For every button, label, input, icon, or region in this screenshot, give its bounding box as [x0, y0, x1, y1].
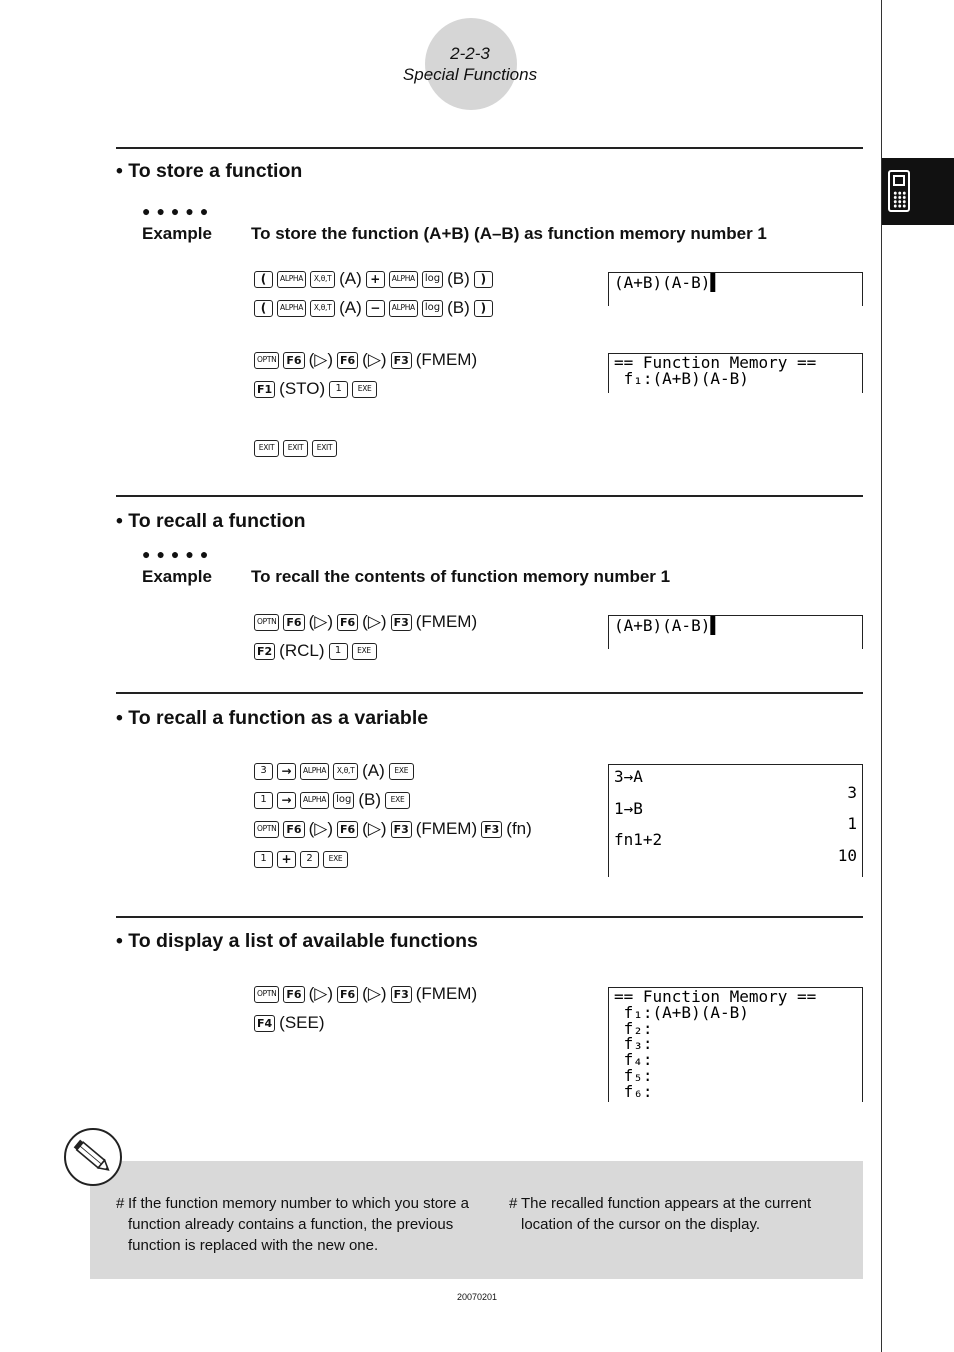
key-exe: EXE — [352, 643, 377, 660]
key-optn: OPTN — [254, 352, 279, 369]
key-1: 1 — [329, 643, 348, 660]
footer-code: 20070201 — [456, 1292, 498, 1302]
calculator-icon — [888, 170, 910, 212]
screen-line: f₆: — [614, 1081, 653, 1101]
key-2: 2 — [300, 851, 319, 868]
key-f6: F6 — [337, 821, 358, 838]
key-label: (B) — [358, 790, 382, 809]
section-title-list: • To display a list of available functions — [116, 930, 478, 952]
key-label: (▷) — [308, 819, 333, 838]
key-exit: EXIT — [312, 440, 337, 457]
key-label: (FMEM) — [415, 350, 478, 369]
example-text: To store the function (A+B) (A–B) as function memory number 1 — [251, 224, 767, 243]
key-label: (B) — [447, 298, 470, 317]
example-dots: ●●●●● — [142, 546, 215, 562]
section-title-store: • To store a function — [116, 160, 303, 182]
key-label: (A) — [339, 269, 362, 288]
key-alpha: ALPHA — [300, 792, 329, 809]
screen-line: (A+B)(A-B)▌ — [614, 616, 720, 635]
key-exit: EXIT — [283, 440, 308, 457]
screen-line: fn1+2 — [614, 830, 663, 850]
key-exit: EXIT — [254, 440, 279, 457]
screen-line: 3→A — [614, 767, 643, 786]
note-right — [509, 1193, 849, 1235]
page-number: 2-2-3 — [450, 44, 490, 63]
key-f6: F6 — [337, 614, 358, 631]
key-1: 1 — [254, 792, 273, 809]
key-sequence — [254, 760, 418, 782]
key-label: (▷) — [308, 350, 333, 369]
key-log: log — [422, 271, 443, 288]
key-optn: OPTN — [254, 614, 279, 631]
key-label: (▷) — [362, 612, 387, 631]
key-xtheta: X,θ,T — [310, 271, 335, 288]
key-exe: EXE — [385, 792, 410, 809]
key-label: (▷) — [362, 819, 387, 838]
key-f1: F1 — [254, 381, 275, 398]
screen-line: f₃: — [614, 1034, 653, 1054]
key-label: (B) — [447, 269, 470, 288]
screen-result: 3 — [847, 782, 857, 802]
example-dots: ●●●●● — [142, 203, 215, 219]
key-sequence — [254, 1012, 329, 1034]
key-label: (fn) — [506, 819, 532, 838]
key-f4: F4 — [254, 1015, 275, 1032]
key-alpha: ALPHA — [389, 271, 418, 288]
calculator-screen — [608, 987, 863, 1102]
key-label: (▷) — [308, 984, 333, 1003]
key-sequence — [254, 297, 497, 319]
key-sequence — [254, 378, 381, 400]
screen-line: == Function Memory == — [614, 987, 817, 1006]
key-label: (▷) — [308, 612, 333, 631]
key-plus: + — [277, 851, 296, 868]
section-divider — [116, 495, 863, 497]
note-hash: # — [509, 1195, 518, 1212]
section-divider — [116, 692, 863, 694]
key-sequence — [254, 611, 481, 633]
key-label: (▷) — [362, 350, 387, 369]
header-circle — [425, 18, 517, 110]
screen-result: 1 — [847, 814, 857, 834]
key-optn: OPTN — [254, 821, 279, 838]
key-label: (FMEM) — [415, 984, 478, 1003]
screen-line: (A+B)(A-B)▌ — [614, 273, 720, 292]
key-f3: F3 — [391, 986, 412, 1003]
note-text: The recalled function appears at the current location of the cursor on the display. — [521, 1195, 812, 1233]
screen-line: f₁:(A+B)(A-B) — [614, 1002, 749, 1022]
key-lparen: ( — [254, 271, 273, 288]
note-text: If the function memory number to which you store a function already contains a function, the previous function is replaced with the new one. — [128, 1195, 469, 1254]
key-sequence — [254, 848, 352, 870]
calculator-screen — [608, 615, 863, 649]
screen-line: f₂: — [614, 1018, 653, 1038]
calculator-screen — [608, 272, 863, 306]
key-rparen: ) — [474, 271, 493, 288]
key-sequence — [254, 640, 381, 662]
key-f6: F6 — [283, 986, 304, 1003]
key-label: (STO) — [279, 379, 326, 398]
key-f6: F6 — [337, 986, 358, 1003]
screen-result: 10 — [837, 845, 857, 865]
key-f3: F3 — [391, 352, 412, 369]
key-exe: EXE — [352, 381, 377, 398]
key-label: (RCL) — [279, 641, 325, 660]
key-rparen: ) — [474, 300, 493, 317]
chapter-title: Special Functions — [402, 65, 538, 84]
key-sequence — [254, 437, 341, 459]
key-sequence — [254, 789, 414, 811]
key-xtheta: X,θ,T — [310, 300, 335, 317]
pencil-icon — [64, 1128, 122, 1186]
key-f3: F3 — [391, 614, 412, 631]
page-header — [0, 18, 954, 110]
screen-line: 1→B — [614, 798, 643, 818]
key-exe: EXE — [389, 763, 414, 780]
key-sequence — [254, 349, 481, 371]
key-label: (FMEM) — [415, 819, 478, 838]
key-xtheta: X,θ,T — [333, 763, 358, 780]
screen-line: == Function Memory == — [614, 353, 817, 372]
key-minus: − — [366, 300, 385, 317]
key-assign-arrow: → — [277, 763, 296, 780]
key-f6: F6 — [283, 821, 304, 838]
key-label: (A) — [339, 298, 362, 317]
key-f6: F6 — [283, 352, 304, 369]
key-f6: F6 — [337, 352, 358, 369]
calculator-screen — [608, 353, 863, 393]
key-lparen: ( — [254, 300, 273, 317]
key-f3: F3 — [481, 821, 502, 838]
key-alpha: ALPHA — [389, 300, 418, 317]
key-exe: EXE — [323, 851, 348, 868]
example-text: To recall the contents of function memory number 1 — [251, 567, 671, 586]
section-divider — [116, 147, 863, 149]
key-alpha: ALPHA — [277, 300, 306, 317]
key-f6: F6 — [283, 614, 304, 631]
key-optn: OPTN — [254, 986, 279, 1003]
chapter-tab — [882, 158, 954, 225]
key-sequence — [254, 983, 481, 1005]
key-f2: F2 — [254, 643, 275, 660]
key-1: 1 — [254, 851, 273, 868]
calculator-screen — [608, 764, 863, 877]
note-hash: # — [116, 1195, 125, 1212]
key-label: (A) — [362, 761, 385, 780]
screen-line: f₁:(A+B)(A-B) — [614, 368, 749, 388]
key-label: (SEE) — [279, 1013, 325, 1032]
section-divider — [116, 916, 863, 918]
section-title-variable: • To recall a function as a variable — [116, 707, 429, 729]
section-title-recall: • To recall a function — [116, 510, 306, 532]
key-3: 3 — [254, 763, 273, 780]
example-label: Example — [142, 224, 212, 243]
key-sequence — [254, 268, 497, 290]
key-alpha: ALPHA — [277, 271, 306, 288]
example-label: Example — [142, 567, 212, 586]
key-f3: F3 — [391, 821, 412, 838]
screen-line: f₄: — [614, 1050, 653, 1070]
key-label: (▷) — [362, 984, 387, 1003]
key-sequence — [254, 818, 536, 840]
key-log: log — [333, 792, 354, 809]
key-alpha: ALPHA — [300, 763, 329, 780]
key-plus: + — [366, 271, 385, 288]
key-log: log — [422, 300, 443, 317]
key-1: 1 — [329, 381, 348, 398]
screen-line: f₅: — [614, 1065, 653, 1085]
key-label: (FMEM) — [415, 612, 478, 631]
note-left — [116, 1193, 476, 1256]
key-assign-arrow: → — [277, 792, 296, 809]
